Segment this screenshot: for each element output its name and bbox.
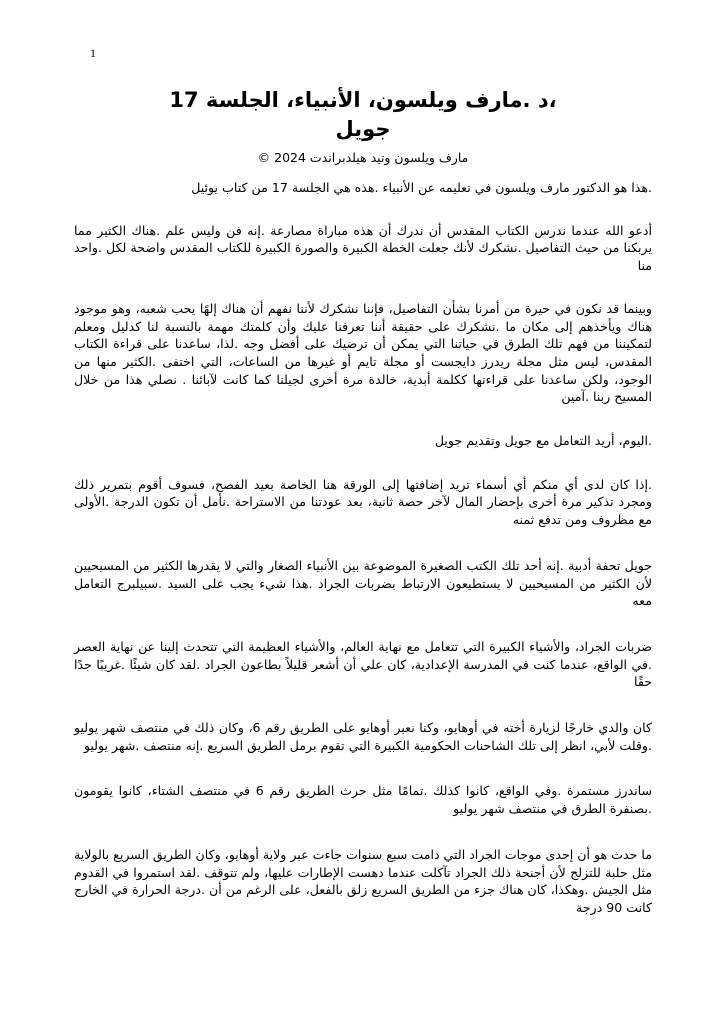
document-title	[74, 86, 652, 144]
page-number: 1	[90, 46, 96, 60]
paragraph: كان والدي خارجًا لزيارة أخته في أوهايو، وكنا نعبر أوهايو على الطريق رقم 6، وكان ذلك في منتصف شهر يوليو .وقلت لأبي، انظر إلى تلك الشاحنات الحكومية الكبيرة التي تقوم برمل الطريق السريع .إنه منتصف .شهر يوليو	[74, 720, 652, 753]
paragraph: ساندرز مستمرة .وفي الواقع، كانوا كذلك .تمامًا مثل حرث الطريق رقم 6 في منتصف الشتاء، كانوا يقومون .بصنفرة الطرق في منتصف شهر يوليو	[74, 783, 652, 817]
title-line-2: جويل	[335, 117, 391, 141]
paragraph: ما حدث هو أن إحدى موجات الجراد التي دامت سبع سنوات جاءت عبر ولاية أوهايو، وكان الطريق السريع بالولاية مثل حلبة للتزلج لأن أجنحة ذلك الجراد تآكلت عندما دهست الإطارات عليها، ولم تتوقف .لقد استمروا في القدوم مثل الجيش .وهكذا، كان هناك جزء من الطريق السريع زلق بالفعل، على الرغم من أن .درجة الحرارة في الخارج كانت 90 درجة	[74, 846, 652, 915]
paragraph: .اليوم، أريد التعامل مع جويل وتقديم جويل	[434, 433, 652, 449]
paragraph: ضربات الجراد، والأشياء الكبيرة التي تتعامل مع نهاية العالم، والأشياء العظيمة التي تتحدث إلينا عن نهاية العصر .في الواقع، عندما كنت في المدرسة الإعدادية، كان علي أن أشعر قليلاً بطاعون الجراد .لقد كان شيئًا .غريبًا جدًا حقًا	[74, 638, 652, 690]
paragraph: .هذا هو الدكتور مارف ويلسون في تعليمه عن الأنبياء .هذه هي الجلسة 17 من كتاب يوئيل	[191, 180, 652, 195]
document-body	[74, 86, 652, 917]
paragraph: أدعو الله عندما ندرس الكتاب المقدس أن ندرك أن هذه مباراة مصارعة .إنه فن وليس علم .هناك الكثير مما يربكنا من حيث التفاصيل .نشكرك لأنك جعلت الخطة الكبيرة والصورة الكبيرة للكتاب المقدس واضحة لكل .واحد منا	[74, 222, 652, 274]
title-line-1: ،د .مارف ويلسون، الأنبياء، الجلسة 17	[169, 88, 557, 112]
paragraph: جويل تحفة أدبية .إنه أحد تلك الكتب الصغيرة الموضوعة بين الأنبياء الصغار والتي لا يقدرها الكثير من المسيحيين لأن الكثير من المسيحيين لا يستطيعون الارتباط بضربات الجراد .هذا شيء يجب على السيد .سبيلبرج التعامل معه	[74, 557, 652, 609]
paragraph: .إذا كان لدى أي منكم أي أسماء تريد إضافتها إلى الورقة هنا الخاصة بعيد الفصح، فسوف أقوم بتمرير ذلك ومجرد تذكير مرة أخرى بإحضار المال لآخر حصة ثانية، بعد عودتنا من الاستراحة .نأمل أن تكون الدرجة .الأولى مع مظروف ومن تدفع ثمنه	[74, 476, 652, 528]
copyright-notice: مارف ويلسون وتيد هيلدبراندت 2024 ©	[257, 150, 469, 165]
paragraph: وبينما قد نكون في حيرة من أمرنا بشأن التفاصيل، فإننا نشكرك لأننا نفهم أن هناك إلهًا يحب شعبه، وهو موجود هناك ويأخذهم إلى مكان ما .نشكرك على حقيقة أننا تعرفنا عليك وأن كلمتك مهمة بالنسبة لنا كدليل ومعلم لتمكيننا من فهم تلك الطرق في حياتنا التي يمكن أن ترضيك على أفضل وجه .لذا، ساعدنا على قراءة الكتاب المقدس، ليس مثل مجلة ريدرز دايجست أو مجلة تايم أو غيرها من الساعات، التي اختفى .الكثير منها من الوجود، ولكن ساعدنا على قراءتها ككلمة أبدية، خالدة مرة أخرى لجيلنا كما كانت لآبائنا . نصلي هذا من خلال المسيح ربنا .آمين	[74, 300, 652, 405]
